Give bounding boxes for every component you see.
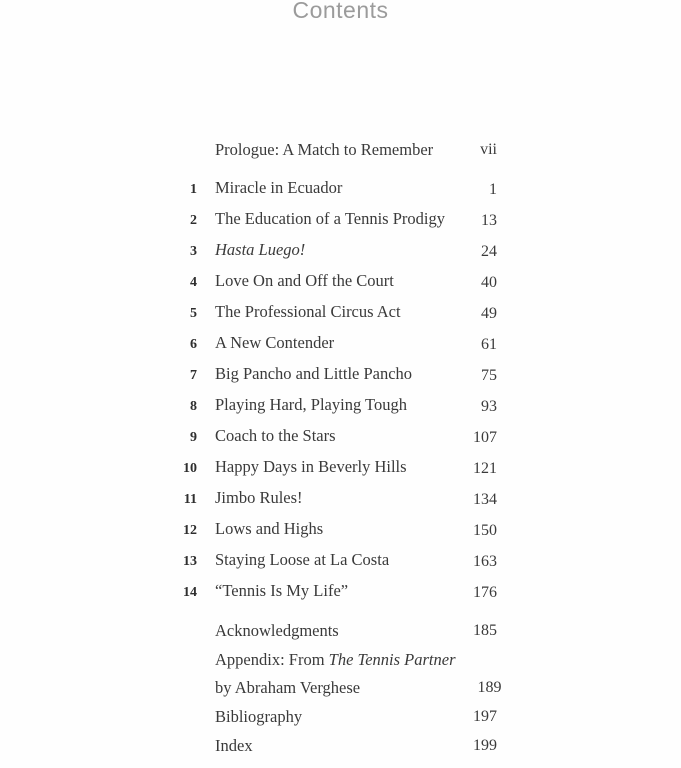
- entry-title-segment: Acknowledgments: [215, 621, 339, 640]
- toc-row: [176, 210, 497, 229]
- entry-title-segment: Prologue: A Match to Remember: [215, 140, 434, 159]
- entry-title-segment: Lows and Highs: [215, 519, 324, 538]
- entry-title: [215, 141, 451, 158]
- entry-page-number: 121: [473, 460, 497, 477]
- entry-title-segment: Miracle in Ecuador: [215, 178, 343, 197]
- entry-title-italic-segment: The Tennis Partner: [328, 650, 456, 669]
- chapter-number: 2: [190, 213, 197, 228]
- entry-title: [215, 179, 451, 196]
- entry-page-number: 24: [481, 243, 497, 260]
- page-title: Contents: [292, 0, 389, 23]
- entry-title: [215, 210, 451, 227]
- toc-row: [176, 334, 497, 353]
- entry-page-number: 134: [473, 491, 497, 508]
- entry-title: [215, 489, 451, 506]
- toc-row: [176, 365, 497, 384]
- entry-title: [215, 708, 451, 725]
- entry-title-segment: Happy Days in Beverly Hills: [215, 457, 407, 476]
- entry-title-second-line: by Abraham Verghese: [215, 678, 361, 697]
- toc-row: [176, 622, 497, 639]
- toc-row: [176, 303, 497, 322]
- entry-title: [215, 396, 451, 413]
- entry-page-number: 13: [481, 212, 497, 229]
- entry-page-number: 93: [481, 398, 497, 415]
- entry-title: [215, 303, 451, 320]
- entry-page-number: 150: [473, 522, 497, 539]
- toc-row: [176, 141, 497, 158]
- toc-row: [176, 427, 497, 446]
- toc-row: [176, 551, 497, 570]
- entry-title-segment: Jimbo Rules!: [215, 488, 303, 507]
- entry-page-number: 75: [481, 367, 497, 384]
- toc-row: [176, 708, 497, 725]
- toc-row: [176, 272, 497, 291]
- entry-page-number: 1: [489, 181, 497, 198]
- entry-title-segment: Big Pancho and Little Pancho: [215, 364, 413, 383]
- chapter-number: 13: [183, 554, 197, 569]
- entry-title-segment: A New Contender: [215, 333, 335, 352]
- chapter-number: 5: [190, 306, 197, 321]
- chapter-number: 14: [183, 585, 197, 600]
- entry-title: [215, 651, 456, 696]
- chapter-number: 10: [183, 461, 197, 476]
- entry-page-number: 163: [473, 553, 497, 570]
- entry-page-number: 107: [473, 429, 497, 446]
- entry-title: [215, 334, 451, 351]
- entry-title-italic-segment: Hasta Luego!: [215, 240, 306, 259]
- entry-title-segment: Staying Loose at La Costa: [215, 550, 390, 569]
- toc-row: [176, 489, 497, 508]
- entry-title: [215, 427, 451, 444]
- toc-row: [176, 396, 497, 415]
- chapter-number: 4: [190, 275, 197, 290]
- entry-title-segment: Index: [215, 736, 253, 755]
- chapter-number: 12: [183, 523, 197, 538]
- entry-page-number: 40: [481, 274, 497, 291]
- entry-title-segment: Playing Hard, Playing Tough: [215, 395, 407, 414]
- entry-page-number: vii: [480, 141, 497, 158]
- entry-title-segment: The Professional Circus Act: [215, 302, 401, 321]
- entry-page-number: 176: [473, 584, 497, 601]
- chapter-number: 9: [190, 430, 197, 445]
- chapter-number: 8: [190, 399, 197, 414]
- toc-list: [176, 140, 502, 766]
- entry-page-number: 199: [473, 737, 497, 754]
- chapter-number: 3: [190, 244, 197, 259]
- toc-row: [176, 582, 497, 601]
- entry-title-segment: Coach to the Stars: [215, 426, 336, 445]
- toc-row: [176, 737, 497, 754]
- entry-title-segment: The Education of a Tennis Prodigy: [215, 209, 445, 228]
- entry-page-number: 61: [481, 336, 497, 353]
- entry-title-segment: “Tennis Is My Life”: [215, 581, 349, 600]
- entry-title: [215, 520, 451, 537]
- entry-title: [215, 582, 451, 599]
- entry-page-number: 185: [473, 622, 497, 639]
- chapter-number: 11: [183, 492, 197, 507]
- toc-row: [176, 241, 497, 260]
- entry-title: [215, 737, 451, 754]
- toc-row: [176, 458, 497, 477]
- toc-row: [176, 520, 497, 539]
- entry-page-number: 49: [481, 305, 497, 322]
- chapter-number: 1: [190, 182, 197, 197]
- entry-title: [215, 241, 451, 258]
- entry-title-segment: Appendix: From: [215, 650, 329, 669]
- entry-title: [215, 272, 451, 289]
- chapter-number: 6: [190, 337, 197, 352]
- entry-title: [215, 458, 451, 475]
- entry-title: [215, 365, 451, 382]
- entry-page-number: 197: [473, 708, 497, 725]
- entry-title: [215, 551, 451, 568]
- entry-page-number: 189: [477, 679, 502, 696]
- entry-title: [215, 622, 451, 639]
- chapter-number: 7: [190, 368, 197, 383]
- entry-title-segment: Bibliography: [215, 707, 303, 726]
- toc-row: [176, 179, 497, 198]
- toc-row: [176, 650, 502, 697]
- entry-title-segment: Love On and Off the Court: [215, 271, 394, 290]
